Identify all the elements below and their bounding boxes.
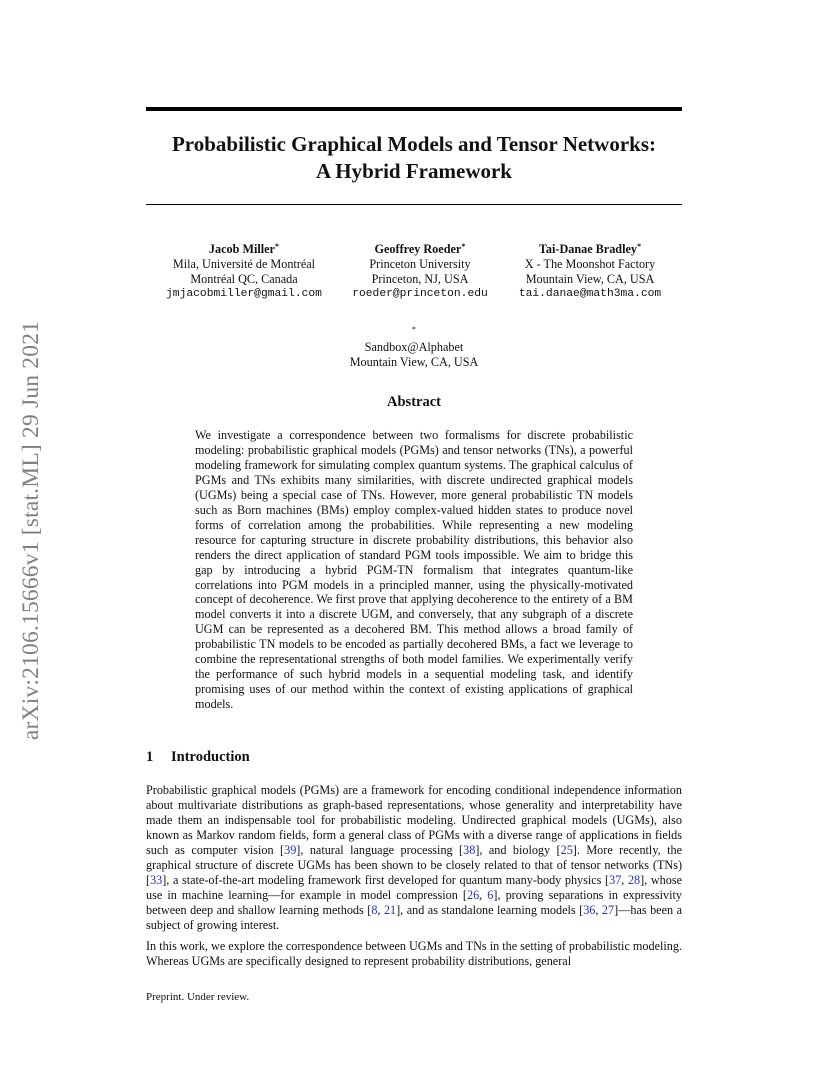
author-name: Tai-Danae Bradley [538,242,637,256]
author-email: jmjacobmiller@gmail.com [166,288,322,300]
footer-note: Preprint. Under review. [146,991,250,1003]
intro-paragraph-2: In this work, we explore the correspondence between UGMs and TNs in the setting of probabilistic modeling. Whereas UGMs are specifically designed to represent probability distributions, general [146,939,682,968]
citation-link[interactable]: 33 [150,872,163,887]
section-heading: 1 Introduction [146,749,250,765]
citation-link[interactable]: 26 [466,887,480,902]
author-3: Tai-Danae Bradley* X - The Moonshot Factory Mountain View, CA, USA tai.danae@math3ma.com [488,242,692,302]
citation-link[interactable]: 21 [383,902,397,917]
author-affiliation: Mila, Université de Montréal [172,257,316,271]
citation-link[interactable]: 27 [601,902,615,917]
citation-link[interactable]: 25 [560,842,573,857]
citation-link[interactable]: 38 [463,842,476,857]
author-affiliation: Princeton University [369,257,471,271]
abstract-heading: Abstract [387,394,441,410]
citation-link[interactable]: 37 [609,872,622,887]
paper-title: Probabilistic Graphical Models and Tensor Networks: A Hybrid Framework [171,132,656,183]
abstract-text: We investigate a correspondence between two formalisms for discrete probabilistic modeling: probabilistic graphical models (PGMs) and tensor networks (TNs), a powerful modeling framework for simulating complex quantum systems. The graphical calculus of PGMs and TNs exhibits many similarities, with discrete undirected graphical models (UGMs) being a special case of TNs. However, more general probabilistic TN models such as Born machines (BMs) employ complex-valued hidden states to produce novel forms of correlation among the probabilities. While representing a new modeling resource for capturing structure in discrete probability distributions, this behavior also renders the direct application of standard PGM tools impossible. We aim to bridge this gap by introducing a hybrid PGM-TN formalism that integrates quantum-like correlations into PGM models in a principled manner, using the physically-motivated concept of decoherence. We first prove that applying decoherence to the entirety of a BM model converts it into a discrete UGM, and conversely, that any subgraph of a discrete UGM can be represented as a decohered BM. This method allows a broad family of probabilistic TN models to be encoded as partially decohered BMs, a fact we leverage to combine the representational strengths of both model families. We experimentally verify the performance of such hybrid models in a sequential modeling task, and identify promising uses of our method within the context of existing applications of graphical models. [195,428,633,712]
title-top-rule [146,107,682,111]
citation-link[interactable]: 39 [284,842,297,857]
author-name: Jacob Miller [208,242,275,256]
intro-paragraph-1: Probabilistic graphical models (PGMs) are a framework for encoding conditional independence information about multivariate distributions as graph-based representations, whose generality and interpretability have made them an indispensable tool for probabilistic modeling. Undirected graphical models (UGMs), also known as Markov random fields, form a general class of PGMs with a diverse range of applications in fields such as computer vision [39], natural language processing [38], and biology [25]. More recently, the graphical structure of discrete UGMs has been shown to be closely related to that of tensor networks (TNs) [33], a state-of-the-art modeling framework first developed for quantum many-body physics [37, 28], whose use in machine learning—for example in model compression [26, 6], proving separations in expressivity between deep and shallow learning methods [8, 21], and as standalone learning models [36, 27]—has been a subject of growing interest. [146,783,682,932]
arxiv-stamp: arXiv:2106.15666v1 [stat.ML] 29 Jun 2021 [18,320,45,740]
author-location: Princeton, NJ, USA [371,272,469,286]
citation-link[interactable]: 28 [627,872,641,887]
author-affiliation: X - The Moonshot Factory [524,257,656,271]
citation-link[interactable]: 36 [583,902,596,917]
author-email: tai.danae@math3ma.com [518,288,662,300]
author-location: Mountain View, CA, USA [525,272,655,286]
author-location: Montréal QC, Canada [190,272,298,286]
citation-link[interactable]: 6 [487,887,494,902]
author-1: Jacob Miller* Mila, Université de Montréal Montréal QC, Canada jmjacobmiller@gmail.com [146,242,342,302]
author-email: roeder@princeton.edu [352,288,488,300]
author-name: Geoffrey Roeder [374,242,462,256]
author-2: Geoffrey Roeder* Princeton University Princeton, NJ, USA roeder@princeton.edu [322,242,518,302]
citation-link[interactable]: 8 [371,902,378,917]
title-bottom-rule [146,204,682,205]
shared-affiliation: * Sandbox@Alphabet Mountain View, CA, USA [349,324,479,369]
